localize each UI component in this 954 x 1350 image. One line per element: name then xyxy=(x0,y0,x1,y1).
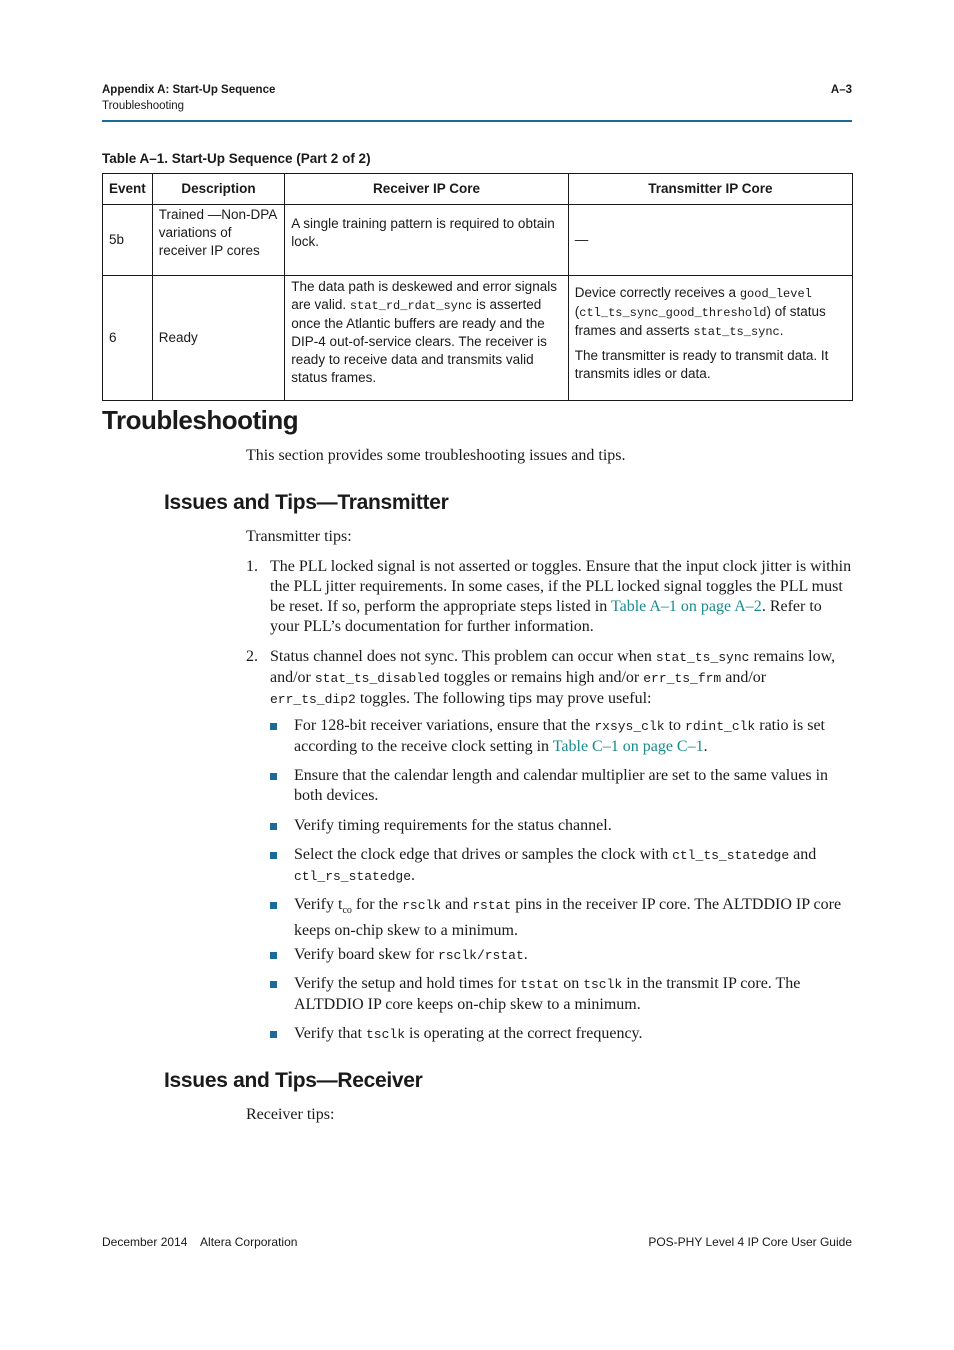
bullet-icon xyxy=(270,945,282,959)
signal-name: ctl_ts_sync_good_threshold xyxy=(579,306,767,320)
table-caption: Table A–1. Start-Up Sequence (Part 2 of 2) xyxy=(102,151,371,166)
list-item: The PLL locked signal is not asserted or toggles. Ensure that the input clock jitter is within the PLL jitter requirements. In some cases, if the PLL locked signal toggles the PLL must be reset. If so, perform the appropriate steps listed in Table A–1 on page A–2. Refer to your PLL’s documentation for further information. xyxy=(270,558,852,635)
start-up-sequence-table xyxy=(102,173,853,401)
signal-name: tstat xyxy=(520,977,560,992)
list-number: 2. xyxy=(246,648,258,665)
signal-name: err_ts_frm xyxy=(643,671,722,686)
bullet-item: Verify timing requirements for the status channel. xyxy=(294,817,612,834)
event-cell: 6 xyxy=(103,276,153,401)
table-row xyxy=(103,276,853,401)
receiver-cell: The data path is deskewed and error signals are valid. stat_rd_rdat_sync is asserted once the Atlantic buffers are ready and the DIP-4 out-of-service clears. The receiver is ready to receive data and transmits valid status frames. xyxy=(285,276,568,401)
transmitter-paragraph: The transmitter is ready to transmit data. It transmits idles or data. xyxy=(574,348,829,381)
transmitter-cell: — xyxy=(568,205,852,276)
signal-name: rsclk/rstat xyxy=(437,948,524,963)
column-header-event: Event xyxy=(103,174,153,205)
bullet-icon xyxy=(270,974,282,988)
page-number: A–3 xyxy=(830,84,852,96)
column-header-transmitter: Transmitter IP Core xyxy=(568,174,852,205)
description-cell: Ready xyxy=(152,276,285,401)
signal-name: good_level xyxy=(739,287,812,301)
receiver-cell: A single training pattern is required to obtain lock. xyxy=(285,205,568,276)
table-header-row xyxy=(103,174,853,205)
running-header-section: Troubleshooting xyxy=(102,100,185,112)
bullet-item: Select the clock edge that drives or samples the clock with ctl_ts_statedge and ctl_rs_statedge. xyxy=(294,846,817,884)
footer-date-company: December 2014 Altera Corporation xyxy=(102,1235,298,1249)
signal-name: tsclk xyxy=(583,977,623,992)
bullet-item: For 128-bit receiver variations, ensure that the rxsys_clk to rdint_clk ratio is set according to the receive clock setting in Table C–1 on page C–1. xyxy=(294,717,825,755)
bullet-item: Verify that tsclk is operating at the correct frequency. xyxy=(294,1025,643,1042)
bullet-item: Verify the setup and hold times for tstat on tsclk in the transmit IP core. The ALTDDIO IP core keeps on-chip skew to a minimum. xyxy=(294,975,801,1013)
running-header-chapter: Appendix A: Start-Up Sequence xyxy=(102,84,276,96)
intro-paragraph: This section provides some troubleshooting issues and tips. xyxy=(246,447,626,464)
bullet-icon xyxy=(270,816,282,830)
signal-name: stat_ts_disabled xyxy=(314,671,440,686)
signal-name: stat_ts_sync xyxy=(693,325,780,339)
signal-name: rxsys_clk xyxy=(594,719,665,734)
bullet-icon xyxy=(270,716,282,730)
transmitter-lead: Transmitter tips: xyxy=(246,528,352,545)
bullet-icon xyxy=(270,1024,282,1038)
signal-name: rdint_clk xyxy=(685,719,756,734)
bullet-icon xyxy=(270,766,282,780)
transmitter-paragraph: Device correctly receives a good_level (ctl_ts_sync_good_threshold) of status frames and asserts stat_ts_sync. xyxy=(574,285,826,339)
header-rule xyxy=(102,120,852,122)
cross-reference-link[interactable]: Table A–1 on page A–2 xyxy=(610,598,762,615)
receiver-lead: Receiver tips: xyxy=(246,1106,335,1123)
signal-name: stat_ts_sync xyxy=(655,650,750,665)
cross-reference-link[interactable]: Table C–1 on page C–1 xyxy=(552,738,704,755)
description-cell: Trained —Non-DPA variations of receiver IP cores xyxy=(152,205,285,276)
footer-document-title: POS-PHY Level 4 IP Core User Guide xyxy=(648,1235,852,1249)
bullet-icon xyxy=(270,895,282,909)
subsection-title-transmitter: Issues and Tips—Transmitter xyxy=(164,491,449,514)
signal-name: ctl_rs_statedge xyxy=(294,869,412,884)
signal-name: err_ts_dip2 xyxy=(270,692,356,707)
signal-name: ctl_ts_statedge xyxy=(672,848,790,863)
subsection-title-receiver: Issues and Tips—Receiver xyxy=(164,1069,423,1092)
bullet-item: Ensure that the calendar length and calendar multiplier are set to the same values in both devices. xyxy=(294,767,829,804)
event-cell: 5b xyxy=(103,205,153,276)
column-header-description: Description xyxy=(152,174,285,205)
bullet-item: Verify $t_{co}$ for the rsclk and rstat pins in the receiver IP core. The ALTDDIO IP core keeps on-chip skew to a minimum. xyxy=(294,896,842,940)
transmitter-cell xyxy=(568,276,852,401)
bullet-item: Verify board skew for rsclk/rstat. xyxy=(294,946,528,963)
bullet-icon xyxy=(270,845,282,859)
signal-name: rsclk xyxy=(402,898,442,913)
signal-name: stat_rd_rdat_sync xyxy=(349,299,473,313)
signal-name: rstat xyxy=(472,898,512,913)
column-header-receiver: Receiver IP Core xyxy=(285,174,568,205)
table-row xyxy=(103,205,853,276)
list-item: Status channel does not sync. This problem can occur when stat_ts_sync remains low, and/or stat_ts_disabled toggles or remains high and/or err_ts_frm and/or err_ts_dip2 toggles. The following tips may prove useful: xyxy=(270,648,836,707)
signal-name: tsclk xyxy=(365,1027,405,1042)
section-title: Troubleshooting xyxy=(102,405,299,435)
list-number: 1. xyxy=(246,558,258,575)
